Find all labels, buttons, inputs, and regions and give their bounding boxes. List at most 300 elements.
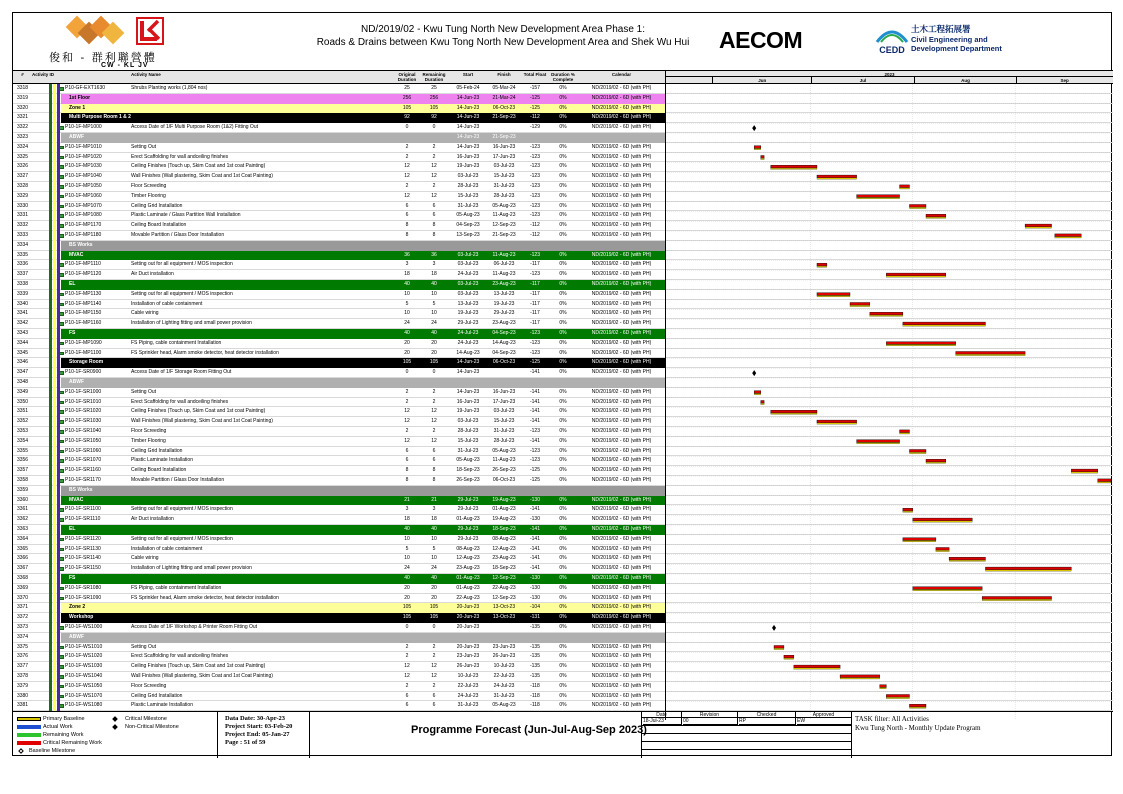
cell-finish: 11-Aug-23 bbox=[492, 212, 516, 219]
legend-label: Primary Baseline bbox=[43, 716, 85, 722]
critical-bar[interactable] bbox=[956, 352, 1025, 355]
cell-name: Floor Screeding bbox=[131, 428, 167, 434]
cell-cal: ND/2019/02 - 6D (with PH) bbox=[591, 535, 652, 542]
cell-cal bbox=[578, 378, 665, 388]
cell-pct: 0% bbox=[559, 555, 567, 562]
cell-pct: 0% bbox=[559, 163, 567, 170]
cell-rem: 2 bbox=[432, 183, 436, 189]
cell-name: Setting Out bbox=[131, 143, 157, 150]
cedd-abbr: CEDD bbox=[879, 45, 905, 55]
cell-pct: 0% bbox=[559, 300, 567, 307]
critical-bar[interactable] bbox=[794, 665, 840, 668]
critical-bar[interactable] bbox=[886, 273, 945, 276]
cell-rem: 2 bbox=[432, 398, 436, 405]
wbs-indent-strip bbox=[49, 309, 52, 319]
cell-num: 3321 bbox=[16, 114, 29, 121]
critical-bar[interactable] bbox=[817, 263, 827, 266]
cell-float: -141 bbox=[529, 555, 540, 562]
wbs-indent-strip bbox=[57, 309, 60, 319]
cell-id: P10-1F-WS1000 bbox=[65, 624, 103, 630]
cell-pct: 0% bbox=[559, 320, 567, 327]
cell-finish: 05-Mar-24 bbox=[492, 85, 516, 91]
cell-num: 3374 bbox=[16, 633, 29, 640]
cell-id: P10-1F-MP1060 bbox=[65, 192, 102, 199]
wbs-indent-strip bbox=[49, 358, 52, 368]
cell-rem: 2 bbox=[432, 643, 436, 650]
cedd-english-line1: Civil Engineering and bbox=[911, 35, 988, 44]
cell-cal: ND/2019/02 - 6D (with PH) bbox=[591, 437, 652, 444]
cell-id: P10-1F-MP1040 bbox=[65, 173, 102, 180]
critical-bar[interactable] bbox=[1071, 469, 1097, 472]
critical-bar[interactable] bbox=[926, 214, 946, 217]
cell-name: Erect Scaffolding for wall andceiling finishes bbox=[131, 153, 229, 160]
cell-pct: 0% bbox=[559, 575, 567, 581]
baseline-bar bbox=[761, 403, 764, 404]
cell-start: 03-Jul-23 bbox=[457, 418, 479, 425]
wbs-indent-strip bbox=[53, 515, 56, 525]
cell-start: 05-Feb-24 bbox=[456, 85, 480, 91]
milestone-marker[interactable] bbox=[752, 370, 756, 376]
cell-name: Erect Scaffolding for wall andceiling finishes bbox=[131, 398, 229, 405]
cell-id: P10-1F-SR1020 bbox=[65, 408, 102, 415]
baseline-bar bbox=[754, 394, 761, 395]
cell-num: 3337 bbox=[16, 271, 29, 278]
cell-orig: 12 bbox=[404, 663, 410, 670]
baseline-bar bbox=[817, 296, 850, 297]
cell-float: -123 bbox=[529, 447, 540, 454]
wbs-indent-strip bbox=[57, 476, 60, 486]
cell-cal: ND/2019/02 - 6D (with PH) bbox=[591, 359, 652, 366]
wbs-indent-strip bbox=[53, 594, 56, 604]
critical-bar[interactable] bbox=[913, 518, 972, 521]
legend-label: Actual Work bbox=[43, 724, 73, 730]
cell-pct: 0% bbox=[559, 477, 567, 483]
cell-start: 01-Aug-23 bbox=[456, 516, 480, 523]
cell-finish: 06-Jul-23 bbox=[493, 261, 515, 268]
cell-num: 3326 bbox=[16, 163, 29, 170]
cell-float: -117 bbox=[530, 290, 540, 297]
cell-name: MVAC bbox=[69, 251, 84, 258]
cell-finish: 04-Sep-23 bbox=[492, 330, 516, 336]
cell-pct: 0% bbox=[559, 232, 567, 238]
critical-bar[interactable] bbox=[817, 175, 857, 178]
wbs-indent-strip bbox=[53, 162, 56, 172]
cell-name: Ceiling Grid Installation bbox=[131, 202, 183, 209]
cell-float: -123 bbox=[529, 183, 540, 189]
milestone-marker[interactable] bbox=[772, 625, 776, 631]
cell-float bbox=[522, 486, 548, 496]
cell-finish bbox=[486, 241, 522, 251]
cell-num: 3342 bbox=[16, 320, 29, 327]
critical-bar[interactable] bbox=[761, 156, 764, 159]
wbs-indent-strip bbox=[49, 672, 52, 682]
wbs-indent-strip bbox=[57, 172, 60, 182]
cell-rem: 92 bbox=[431, 114, 437, 121]
milestone-marker[interactable] bbox=[752, 125, 756, 131]
wbs-indent-strip bbox=[57, 643, 60, 653]
cell-pct: 0% bbox=[559, 153, 567, 160]
cell-orig: 12 bbox=[404, 437, 410, 444]
critical-bar[interactable] bbox=[903, 538, 936, 541]
critical-bar[interactable] bbox=[754, 146, 761, 149]
critical-bar[interactable] bbox=[761, 401, 764, 404]
gantt-chart bbox=[665, 84, 1111, 720]
cell-start: 01-Aug-23 bbox=[456, 575, 480, 581]
wbs-indent-strip bbox=[57, 701, 60, 711]
cell-cal: ND/2019/02 - 6D (with PH) bbox=[591, 575, 652, 581]
cell-rem: 10 bbox=[431, 310, 437, 317]
cell-id: P10-1F-WS1080 bbox=[65, 702, 103, 709]
cell-pct: 0% bbox=[559, 349, 567, 356]
cell-cal: ND/2019/02 - 6D (with PH) bbox=[591, 516, 652, 523]
wbs-indent-strip bbox=[53, 613, 56, 623]
task-filter: TASK filter: All Activities bbox=[855, 715, 929, 723]
baseline-bar bbox=[886, 276, 945, 277]
cell-start: 14-Jun-23 bbox=[456, 94, 480, 101]
cell-float: -123 bbox=[529, 271, 540, 278]
critical-bar[interactable] bbox=[936, 548, 949, 551]
legend-label: Critical Remaining Work bbox=[43, 740, 102, 746]
col-activity-id: Activity ID bbox=[32, 72, 55, 77]
cell-num: 3324 bbox=[16, 143, 29, 150]
cell-finish: 23-Aug-23 bbox=[492, 555, 516, 562]
critical-bar[interactable] bbox=[909, 205, 926, 208]
wbs-indent-strip bbox=[53, 84, 56, 94]
cell-orig: 6 bbox=[405, 212, 409, 219]
wbs-indent-strip bbox=[49, 290, 52, 300]
cell-num: 3357 bbox=[16, 467, 29, 474]
wbs-indent-strip bbox=[53, 623, 56, 633]
cell-name: Setting Out bbox=[131, 388, 157, 395]
cell-orig: 6 bbox=[405, 202, 409, 209]
wbs-indent-strip bbox=[49, 633, 52, 643]
cell-orig: 12 bbox=[404, 192, 410, 199]
baseline-bar bbox=[817, 423, 857, 424]
baseline-bar bbox=[926, 462, 946, 463]
cell-finish: 12-Sep-23 bbox=[492, 575, 516, 581]
cell-num: 3347 bbox=[16, 369, 29, 376]
wbs-indent-strip bbox=[49, 300, 52, 310]
cell-float: -123 bbox=[529, 251, 540, 258]
cell-name: Ceiling Finishes (Touch up, Skim Coat and 1st coat Painting) bbox=[131, 408, 266, 415]
cell-rem: 6 bbox=[432, 692, 436, 699]
critical-bar[interactable] bbox=[909, 704, 926, 707]
cell-float: -135 bbox=[529, 663, 540, 670]
cell-start: 14-Jun-23 bbox=[456, 369, 480, 376]
wbs-indent-strip bbox=[53, 339, 56, 349]
cell-rem bbox=[421, 633, 447, 643]
cell-orig: 40 bbox=[404, 575, 410, 581]
critical-bar[interactable] bbox=[903, 322, 986, 325]
cell-id: P10-1F-WS1050 bbox=[65, 682, 103, 689]
cell-orig bbox=[395, 378, 419, 388]
cell-float: -123 bbox=[529, 153, 540, 160]
wbs-indent-strip bbox=[53, 113, 56, 123]
cell-finish: 12-Aug-23 bbox=[492, 545, 516, 552]
baseline-bar bbox=[886, 697, 909, 698]
cell-pct: 0% bbox=[559, 447, 567, 454]
wbs-indent-strip bbox=[57, 123, 60, 133]
wbs-indent-strip bbox=[49, 162, 52, 172]
cell-num: 3341 bbox=[16, 310, 29, 317]
cell-start: 24-Jul-23 bbox=[457, 339, 479, 346]
cell-orig: 20 bbox=[404, 584, 410, 591]
cell-float: -117 bbox=[530, 261, 540, 268]
cell-start bbox=[450, 633, 486, 643]
cell-finish: 31-Jul-23 bbox=[493, 692, 515, 699]
critical-bar[interactable] bbox=[913, 587, 982, 590]
cell-cal bbox=[578, 486, 665, 496]
cell-name: Zone 1 bbox=[69, 104, 86, 111]
cell-id: P10-1F-SR1110 bbox=[65, 516, 101, 523]
critical-bar[interactable] bbox=[880, 685, 887, 688]
critical-bar[interactable] bbox=[774, 646, 784, 649]
cell-orig: 105 bbox=[402, 604, 412, 611]
cell-pct: 0% bbox=[559, 584, 567, 591]
critical-bar[interactable] bbox=[909, 450, 926, 453]
cell-name: Air Duct installation bbox=[131, 271, 174, 278]
legend-label: Non-Critical Milestone bbox=[125, 724, 179, 730]
critical-bar[interactable] bbox=[850, 303, 870, 306]
cell-float: -131 bbox=[529, 614, 540, 621]
cell-start: 20-Jun-23 bbox=[456, 624, 480, 630]
cell-float: -135 bbox=[529, 643, 540, 650]
critical-bar[interactable] bbox=[926, 459, 946, 462]
critical-bar[interactable] bbox=[857, 440, 900, 443]
cell-orig: 18 bbox=[404, 516, 410, 523]
cell-finish: 15-Jul-23 bbox=[493, 173, 515, 180]
cell-cal: ND/2019/02 - 6D (with PH) bbox=[591, 467, 652, 474]
wbs-indent-strip bbox=[57, 241, 60, 251]
cell-name: Plastic Laminate Installation bbox=[131, 457, 193, 464]
cell-num: 3331 bbox=[16, 212, 29, 219]
cell-name: Plastic Laminate Installation bbox=[131, 702, 193, 709]
wbs-indent-strip bbox=[49, 652, 52, 662]
cell-name: Multi Purpose Room 1 & 2 bbox=[69, 114, 131, 121]
cell-id: P10-1F-SR1090 bbox=[65, 594, 102, 601]
critical-bar[interactable] bbox=[784, 655, 794, 658]
cell-finish: 19-Aug-23 bbox=[492, 516, 516, 523]
cell-orig: 12 bbox=[404, 173, 410, 180]
critical-bar[interactable] bbox=[949, 557, 985, 560]
cell-pct: 0% bbox=[559, 516, 567, 523]
cell-start: 05-Aug-23 bbox=[456, 457, 480, 464]
legend-milestone-icon bbox=[112, 724, 118, 730]
cell-orig: 12 bbox=[404, 408, 410, 415]
cell-id: P10-1F-SR1160 bbox=[65, 467, 101, 474]
cell-start: 03-Jul-23 bbox=[457, 290, 479, 297]
cell-num: 3328 bbox=[16, 183, 29, 189]
wbs-indent-strip bbox=[57, 692, 60, 702]
wbs-indent-strip bbox=[53, 701, 56, 711]
critical-bar[interactable] bbox=[982, 597, 1051, 600]
cell-rem: 5 bbox=[432, 545, 436, 552]
cell-orig: 3 bbox=[405, 261, 409, 268]
wbs-indent-strip bbox=[53, 437, 56, 447]
cell-id: P10-1F-SR1040 bbox=[65, 428, 102, 434]
cell-pct: 0% bbox=[559, 94, 567, 101]
wbs-indent-strip bbox=[57, 427, 60, 437]
wbs-indent-strip bbox=[49, 182, 52, 192]
wbs-indent-strip bbox=[53, 192, 56, 202]
critical-bar[interactable] bbox=[817, 420, 857, 423]
cell-float: -123 bbox=[529, 330, 540, 336]
programme-sheet bbox=[12, 12, 1112, 756]
cell-float: -130 bbox=[529, 496, 540, 503]
critical-bar[interactable] bbox=[840, 675, 880, 678]
cell-orig: 2 bbox=[405, 153, 409, 160]
cell-id: P10-1F-WS1070 bbox=[65, 692, 103, 699]
cell-pct: 0% bbox=[559, 643, 567, 650]
timescale-month-sep: Sep bbox=[1016, 77, 1112, 84]
cell-finish: 26-Sep-23 bbox=[492, 467, 516, 474]
critical-bar[interactable] bbox=[886, 695, 909, 698]
wbs-indent-strip bbox=[57, 652, 60, 662]
cell-finish: 19-Jul-23 bbox=[493, 300, 515, 307]
cell-orig: 12 bbox=[404, 418, 410, 425]
critical-bar[interactable] bbox=[817, 293, 850, 296]
cell-name: ABWF bbox=[69, 379, 84, 385]
critical-bar[interactable] bbox=[771, 410, 817, 413]
cell-id: P10-1F-MP1120 bbox=[65, 271, 102, 278]
cell-float: -118 bbox=[530, 682, 540, 689]
cell-name: Setting out for all equipment / MOS inspection bbox=[131, 506, 233, 513]
wbs-indent-strip bbox=[57, 447, 60, 457]
cell-pct: 0% bbox=[559, 192, 567, 199]
cell-rem: 40 bbox=[431, 330, 437, 336]
cell-pct bbox=[548, 486, 578, 496]
wbs-indent-strip bbox=[49, 476, 52, 486]
aecom-logo: AECOM bbox=[719, 27, 803, 53]
cell-orig: 12 bbox=[404, 673, 410, 679]
baseline-bar bbox=[913, 521, 972, 522]
legend-label: Remaining Work bbox=[43, 732, 84, 738]
cell-finish: 22-Aug-23 bbox=[492, 584, 516, 591]
wbs-indent-strip bbox=[49, 584, 52, 594]
wbs-indent-strip bbox=[53, 270, 56, 280]
cell-float: -123 bbox=[529, 192, 540, 199]
critical-bar[interactable] bbox=[900, 430, 910, 433]
cell-num: 3334 bbox=[16, 241, 29, 248]
wbs-indent-strip bbox=[53, 358, 56, 368]
cell-id: P10-1F-SR1170 bbox=[65, 477, 101, 483]
cell-cal: ND/2019/02 - 6D (with PH) bbox=[591, 202, 652, 209]
cell-id: P10-1F-MP1080 bbox=[65, 212, 102, 219]
cell-start: 14-Jun-23 bbox=[456, 124, 480, 131]
wbs-indent-strip bbox=[57, 672, 60, 682]
baseline-bar bbox=[956, 354, 1025, 355]
cell-id: P10-1F-SR1100 bbox=[65, 506, 101, 513]
cell-name: FS bbox=[69, 330, 76, 336]
wbs-indent-strip bbox=[49, 192, 52, 202]
wbs-indent-strip bbox=[49, 113, 52, 123]
wbs-indent-strip bbox=[49, 388, 52, 398]
critical-bar[interactable] bbox=[771, 165, 817, 168]
cell-finish: 13-Oct-23 bbox=[492, 614, 516, 621]
cell-name: Ceiling Board Installation bbox=[131, 222, 187, 229]
cell-float: -141 bbox=[529, 418, 540, 425]
cell-pct bbox=[548, 633, 578, 643]
cell-num: 3371 bbox=[16, 604, 29, 611]
cell-orig: 20 bbox=[404, 349, 410, 356]
cell-float: -123 bbox=[529, 457, 540, 464]
wbs-indent-strip bbox=[53, 104, 56, 114]
critical-bar[interactable] bbox=[985, 567, 1071, 570]
baseline-bar bbox=[761, 158, 764, 159]
cell-num: 3327 bbox=[16, 173, 29, 180]
cell-rem: 18 bbox=[431, 271, 437, 278]
cell-num: 3352 bbox=[16, 418, 29, 425]
cell-cal: ND/2019/02 - 6D (with PH) bbox=[591, 232, 652, 238]
critical-bar[interactable] bbox=[1055, 234, 1081, 237]
cell-finish: 18-Sep-23 bbox=[492, 565, 516, 572]
cell-num: 3319 bbox=[16, 94, 29, 101]
cell-orig: 2 bbox=[405, 143, 409, 150]
critical-bar[interactable] bbox=[1025, 224, 1051, 227]
cell-name: Ceiling Grid Installation bbox=[131, 447, 183, 454]
cell-pct: 0% bbox=[559, 290, 567, 297]
cell-rem: 12 bbox=[431, 173, 437, 180]
cell-pct: 0% bbox=[559, 437, 567, 444]
cell-start: 03-Jul-23 bbox=[457, 251, 479, 258]
cell-num: 3373 bbox=[16, 624, 29, 630]
wbs-indent-strip bbox=[57, 545, 60, 555]
cell-name: Wall Finishes (Wall plastering, Skim Coat and 1st Coat Painting) bbox=[131, 173, 273, 180]
cell-name: FS Sprinkler head, Alarm smoke detector, heat detector installation bbox=[131, 349, 279, 356]
cell-num: 3346 bbox=[16, 359, 29, 366]
cell-start: 14-Jun-23 bbox=[456, 114, 480, 121]
critical-bar[interactable] bbox=[886, 342, 955, 345]
wbs-indent-strip bbox=[57, 613, 60, 623]
cell-id: P10-1F-SR1150 bbox=[65, 565, 101, 572]
cell-id: P10-1F-SR1050 bbox=[65, 437, 102, 444]
cell-cal: ND/2019/02 - 6D (with PH) bbox=[591, 398, 652, 405]
critical-bar[interactable] bbox=[1098, 479, 1111, 482]
cell-start: 31-Jul-23 bbox=[457, 447, 479, 454]
cell-cal: ND/2019/02 - 6D (with PH) bbox=[591, 114, 652, 121]
cell-name: ABWF bbox=[69, 134, 84, 140]
cell-pct: 0% bbox=[559, 408, 567, 415]
cell-rem: 3 bbox=[432, 261, 436, 268]
cell-finish: 11-Aug-23 bbox=[492, 271, 516, 278]
critical-bar[interactable] bbox=[900, 185, 910, 188]
wbs-indent-strip bbox=[57, 270, 60, 280]
cell-float bbox=[522, 241, 548, 251]
cell-rem: 6 bbox=[432, 202, 436, 209]
cell-rem: 40 bbox=[431, 281, 437, 287]
critical-bar[interactable] bbox=[857, 195, 900, 198]
critical-bar[interactable] bbox=[903, 508, 913, 511]
lk-logo-icon bbox=[136, 17, 164, 45]
cell-start: 23-Jun-23 bbox=[456, 653, 480, 660]
cell-num: 3336 bbox=[16, 261, 29, 268]
critical-bar[interactable] bbox=[870, 312, 903, 315]
wbs-indent-strip bbox=[53, 564, 56, 574]
critical-bar[interactable] bbox=[754, 391, 761, 394]
cedd-name bbox=[911, 26, 1002, 53]
contract-title-line2: Roads & Drains between Kwu Tong North New Development Area and Shek Wu Hui bbox=[316, 37, 690, 48]
wbs-indent-strip bbox=[49, 280, 52, 290]
cell-rem: 20 bbox=[431, 584, 437, 591]
wbs-indent-strip bbox=[49, 486, 52, 496]
cell-rem: 40 bbox=[431, 526, 437, 532]
cell-orig: 6 bbox=[405, 702, 409, 709]
cell-id: P10-1F-MP1050 bbox=[65, 183, 102, 189]
cell-id: P10-1F-MP1130 bbox=[65, 290, 102, 297]
wbs-indent-strip bbox=[53, 133, 56, 143]
cell-orig: 10 bbox=[404, 290, 410, 297]
wbs-indent-strip bbox=[49, 466, 52, 476]
